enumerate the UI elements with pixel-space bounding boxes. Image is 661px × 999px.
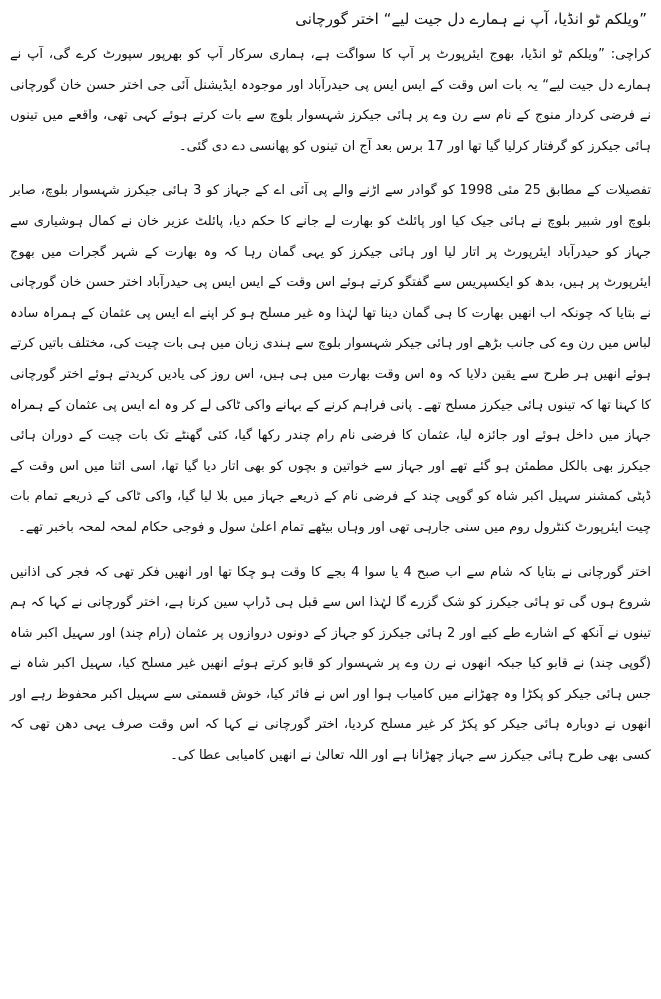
- article: [10, 8, 651, 772]
- article-paragraph-3: اختر گورچانی نے بتایا کہ شام سے اب صبح 4 یا سوا 4 بجے کا وقت ہو چکا تھا اور انھیں فکر تھی کہ فجر کی اذانیں شروع ہوں گی تو ہائی جیکرز کو شک گزرے گا لہٰذا اس سے قبل ہی ڈراپ سین کرنا ہے، اختر گورچانی نے کہا کہ ہم تینوں نے آنکھ کے اشارے طے کیے اور 2 ہائی جیکرز کو جہاز کے دونوں دروازوں پر عثمان (رام چند) اور سہیل اکبر شاہ (گوپی چند) نے قابو کیا جبکہ انھوں نے رن وے پر شہسوار کو قابو کرتے ہوئے انھیں غیر مسلح کیا، سہیل اکبر شاہ نے جس ہائی جیکر کو پکڑا وہ چھڑانے میں کامیاب ہوا اور اس نے فائر کیا، خوش قسمتی سے سہیل اکبر محفوظ رہے اور انھوں نے دوبارہ ہائی جیکر کو پکڑ کر غیر مسلح کردیا، اختر گورچانی نے کہا کہ اس وقت صرف یہی دھن تھی کہ کسی بھی طرح ہائی جیکرز سے جہاز چھڑانا ہے اور اللہ تعالیٰ نے انھیں کامیابی عطا کی۔: [10, 564, 652, 764]
- article-paragraph-1: کراچی: ”ویلکم ٹو انڈیا، بھوج ایئرپورٹ پر آپ کا سواگت ہے، ہماری سرکار آپ کو بھرپور سپورٹ کرے گی، آپ نے ہمارے دل جیت لیے“ یہ بات اس وقت کے ایس ایس پی حیدرآباد اور موجودہ ایڈیشنل آئی جی اختر حسن خان گورچانی نے فرضی کردار منوج کے نام سے رن وے پر ہائی جیکرز شہسوار بلوچ سے بات کرتے ہوئے کہی تھی، واقعے میں تینوں ہائی جیکرز کو گرفتار کرلیا گیا تھا اور 17 برس بعد آج ان تینوں کو پھانسی دے دی گئی۔: [10, 47, 651, 154]
- article-title: ”ویلکم ٹو انڈیا، آپ نے ہمارے دل جیت لیے“ اختر گورچانی: [295, 10, 647, 28]
- article-paragraph-2: تفصیلات کے مطابق 25 مئی 1998 کو گوادر سے اڑنے والے پی آئی اے کے جہاز کو 3 ہائی جیکرز شہسوار بلوچ، صابر بلوچ اور شبیر بلوچ نے ہائی جیک کیا اور پائلٹ کو بھارت لے جانے کا حکم دیا، پائلٹ عزیر خان نے کمال ہوشیاری سے جہاز کو حیدرآباد ایئرپورٹ پر اتار لیا اور ہائی جیکرز کو یہی گمان رہا کہ وہ بھارت کے شہر گجرات میں بھوج ایئرپورٹ پر ہیں، بدھ کو ایکسپریس سے گفتگو کرتے ہوئے اس وقت کے ایس ایس پی حیدرآباد اختر حسن خان گورچانی نے بتایا کہ چونکہ اب انھیں بھارت کا ہی گمان دینا تھا لہٰذا وہ غیر مسلح ہو کر اپنے اے ایس پی عثمان کے ہمراہ سادہ لباس میں رن وے کی جانب بڑھے اور ہائی جیکر شہسوار بلوچ سے ہندی زبان میں ہی بات چیت کی، مختلف باتیں کرتے ہوئے انھیں ہر طرح سے یقین دلایا کہ وہ اس وقت بھارت میں ہی ہیں، اس روز کی یادیں کریدتے ہوئے اختر گورچانی کا کہنا تھا کہ تینوں ہائی جیکرز مسلح تھے۔ پانی فراہم کرنے کے بہانے واکی ٹاکی لے کر وہ اے ایس پی عثمان کے ہمراہ جہاز میں داخل ہوئے اور جائزہ لیا، عثمان کا فرضی نام رام چندر رکھا گیا، کئی گھنٹے تک بات چیت کے دوران ہائی جیکرز بھی بالکل مطمئن ہو گئے تھے اور جہاز سے خواتین و بچوں کو بھی اتار دیا گیا تھا، اسی اثنا میں اس وقت کے ڈپٹی کمشنر سہیل اکبر شاہ کو گوپی چند کے فرضی نام کے ذریعے جہاز میں بلا لیا گیا، واکی ٹاکی کے ذریعے تمام بات چیت ایئرپورٹ کنٹرول روم میں سنی جارہی تھی اور وہاں بیٹھے تمام اعلیٰ سول و فوجی حکام لمحہ لمحہ باخبر تھے۔: [10, 183, 651, 535]
